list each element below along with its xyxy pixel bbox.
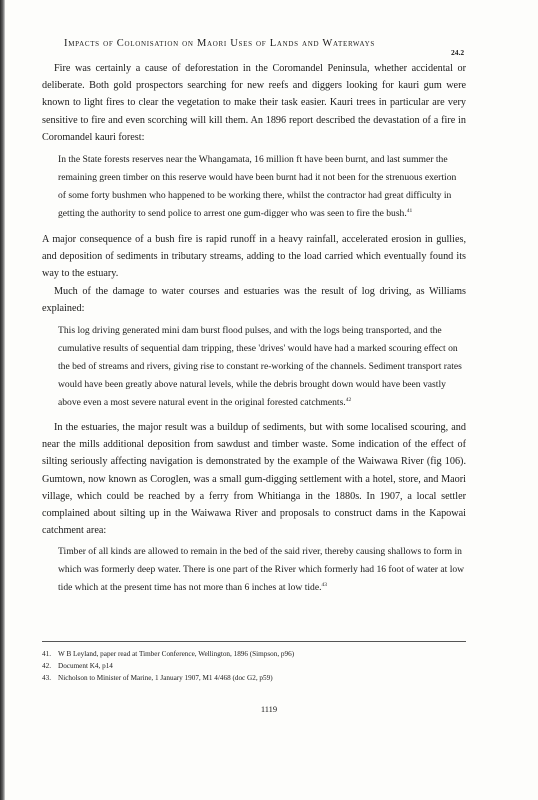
running-header: Impacts of Colonisation on Maori Uses of Lands and Waterways [64, 38, 375, 49]
footnotes [42, 648, 466, 684]
footnote-ref-41: 41 [406, 207, 413, 214]
block-quote-3 [58, 543, 466, 597]
block-quote-1-text: In the State forests reserves near the Whangamata, 16 million ft have been burnt, and last summer the remaining green timber on this reserve would have been burnt had it not been for the strenuous exertion of some forty bushmen who happened to be working there, whilst the contractor had great difficulty in getting the authority to send police to arrest one gum-digger who was seen to fire the bush. [58, 154, 457, 220]
footnote-42 [42, 660, 466, 672]
footnote-text: Document K4, p14 [58, 662, 113, 670]
page-number: 1119 [260, 704, 278, 714]
footnote-ref-42: 42 [345, 396, 352, 403]
footnote-ref-43: 43 [321, 582, 327, 589]
section-number: 24.2 [451, 48, 465, 57]
paragraph-3: Much of the damage to water courses and estuaries was the result of log driving, as Williams explained: [42, 285, 466, 314]
paragraph-4: In the estuaries, the major result was a buildup of sediments, but with some localised scouring, and near the mills additional deposition from sawdust and timber waste. Some indication of the effect of silting seriously affecting navigation is demonstrated by the example of the Waiwawa River (fig 106). Gumtown, now known as Coroglen, was a small gum-digging settlement with a hotel, store, and Maori village, which could be reached by a ferry from Whitianga in the 1880s. In 1907, a local settler complained about silting up in the Waiwawa River and proposals to construct dams in the Kapowai catchment area: [42, 422, 466, 537]
footnote-43 [42, 672, 466, 684]
paragraph-1: Fire was certainly a cause of deforestation in the Coromandel Peninsula, whether accidental or deliberate. Both gold prospectors searching for new reefs and diggers looking for kauri gum were known to light fires to clear the vegetation to make their task easier. Kauri trees in particular are very sensitive to fire and even scorching will kill them. An 1896 report described the devastation of a fire in Coromandel kauri forest: [42, 63, 466, 143]
block-quote-2-text: This log driving generated mini dam burst flood pulses, and with the logs being transported, and the cumulative results of sequential dam tripping, these 'drives' would have had a marked scouring effect on the bed of streams and rivers, giving rise to constant re-working of the channels. Sediment transport rates would have been greatly above natural levels, while the debris brought down would have been vastly above even a most severe natural event in the original forested catchments. [58, 325, 462, 409]
footnote-text: W B Leyland, paper read at Timber Conference, Wellington, 1896 (Simpson, p96) [58, 650, 295, 658]
footnote-41 [42, 648, 466, 660]
footnote-number: 42. [42, 662, 51, 670]
block-quote-1 [58, 151, 466, 223]
footnote-text: Nicholson to Minister of Marine, 1 January 1907, M1 4/468 (doc G2, p59) [58, 674, 273, 682]
footnote-number: 41. [42, 650, 51, 658]
paragraph-2: A major consequence of a bush fire is rapid runoff in a heavy rainfall, accelerated erosion in gullies, and deposition of sediments in tributary streams, adding to the load carried which eventually found its way to the estuary. [42, 234, 466, 280]
block-quote-3-text: Timber of all kinds are allowed to remain in the bed of the said river, thereby causing shallows to form in which was formerly deep water. There is one part of the River which formerly had 16 foot of water at low tide which at the present time has not more than 6 inches at low tide. [58, 546, 465, 594]
block-quote-2 [58, 322, 466, 412]
scan-edge-shadow [0, 0, 5, 800]
footnote-number: 43. [42, 674, 51, 682]
footnote-divider [42, 641, 466, 642]
body-text [42, 60, 466, 603]
